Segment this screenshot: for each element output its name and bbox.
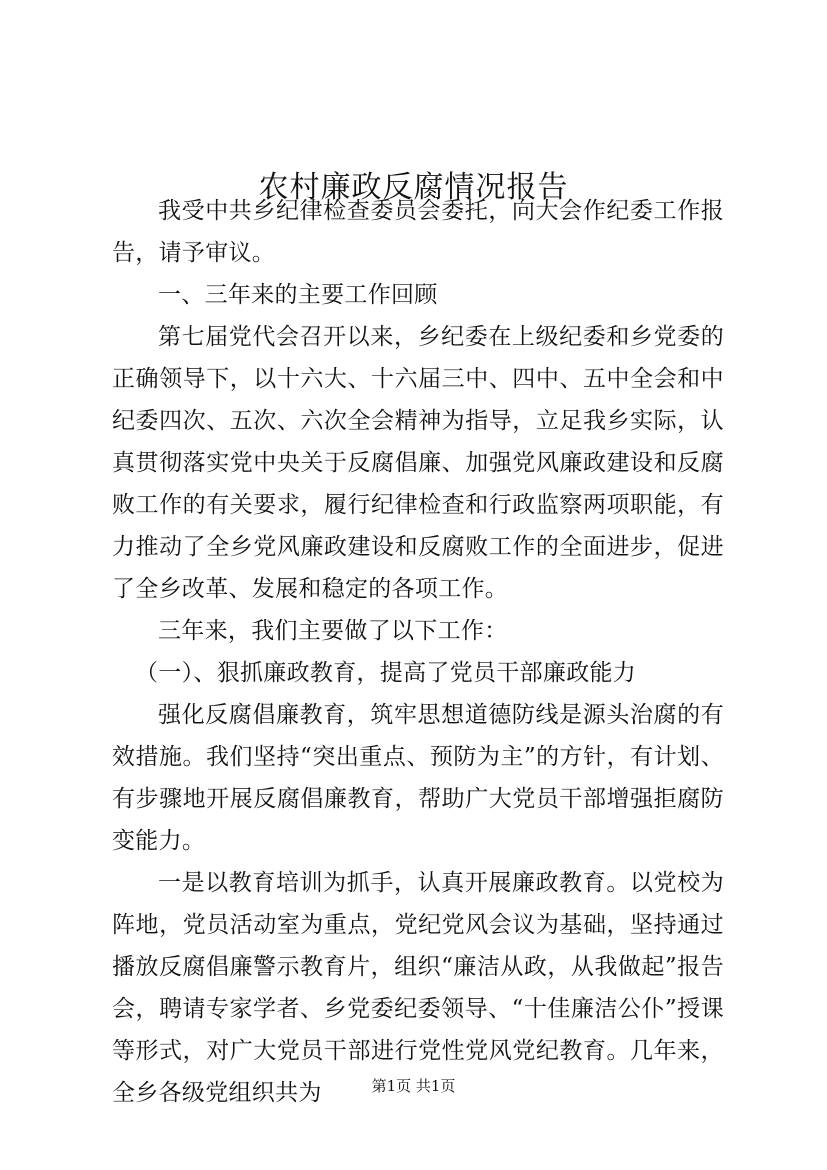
paragraph-education: 强化反腐倡廉教育，筑牢思想道德防线是源头治腐的有效措施。我们坚持“突出重点、预防为主”的方针，有计划、有步骤地开展反腐倡廉教育，帮助广大党员干部增强拒腐防变能力。 <box>112 702 724 854</box>
document-title: 农村廉政反腐情况报告 <box>258 170 569 206</box>
section-heading: 一、三年来的主要工作回顾 <box>158 282 438 308</box>
subsection-heading: （一）、狠抓廉政教育，提高了党员干部廉政能力 <box>135 660 637 686</box>
page-number-footer: 第1页 共1页 <box>371 1077 456 1095</box>
document-body <box>112 190 724 1114</box>
paragraph-training: 一是以教育培训为抓手，认真开展廉政教育。以党校为阵地，党员活动室为重点，党纪党风会议为基础，坚持通过播放反腐倡廉警示教育片，组织“廉洁从政，从我做起”报告会，聘请专家学者、乡党委纪委领导、“十佳廉洁公仆”授课等形式，对广大党员干部进行党性党风党纪教育。几年来，全乡各级党组织共为 <box>112 870 724 1106</box>
paragraph-summary-lead: 三年来，我们主要做了以下工作： <box>158 618 508 644</box>
paragraph-review: 第七届党代会召开以来，乡纪委在上级纪委和乡党委的正确领导下，以十六大、十六届三中、四中、五中全会和中纪委四次、五次、六次全会精神为指导，立足我乡实际，认真贯彻落实党中央关于反腐倡廉、加强党风廉政建设和反腐败工作的有关要求，履行纪律检查和行政监察两项职能，有力推动了全乡党风廉政建设和反腐败工作的全面进步，促进了全乡改革、发展和稳定的各项工作。 <box>112 324 724 602</box>
paragraph-intro: 我受中共乡纪律检查委员会委托，向大会作纪委工作报告，请予审议。 <box>112 198 724 266</box>
